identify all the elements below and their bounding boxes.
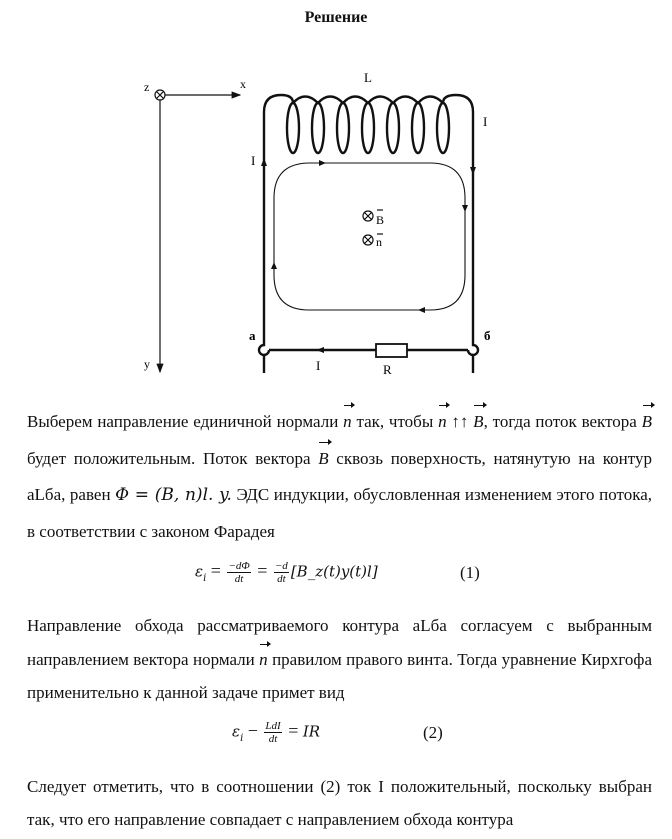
coordinate-axes — [155, 90, 240, 372]
denominator: dt — [268, 733, 278, 745]
resistor — [376, 344, 407, 357]
fraction — [227, 560, 250, 585]
numerator: −dΦ — [228, 560, 250, 572]
emf-symbol: ε — [232, 722, 241, 741]
equals: = — [252, 560, 272, 581]
text: ЭДС индукции, обусловленная изменением этого потока, в соответствии с законом Фарадея — [27, 485, 652, 541]
text: , тогда поток вектора — [483, 412, 642, 431]
vector-B: B — [642, 404, 652, 441]
denominator: dt — [277, 573, 286, 585]
text: правилом правого винта. Тогда уравнение Кирхгофа применительно к данной задаче примет вид — [27, 649, 652, 702]
fraction — [274, 560, 289, 585]
minus: − — [243, 720, 263, 741]
vector-n: n — [343, 404, 352, 441]
text: ↑↑ — [446, 412, 474, 431]
text: так, чтобы — [351, 412, 439, 431]
paragraph-3: Следует отметить, что в соотношении (2) ток I положительный, поскольку выбран так, что его направление совпадает с направлением обхода контура — [27, 777, 652, 829]
subscript: i — [203, 573, 207, 585]
current-bottom-label: I — [316, 358, 321, 373]
subscript: i — [240, 733, 244, 745]
equation-2 — [232, 720, 320, 745]
fraction — [264, 720, 281, 745]
axis-z-label: z — [144, 80, 150, 94]
circulation-loop — [274, 163, 465, 310]
equation-number-1: (1) — [460, 563, 480, 582]
current-right-label: I — [483, 114, 488, 129]
bracket-expression: [B_z(t)y(t)l] — [290, 562, 378, 581]
text: Направление обхода рассматриваемого контура aLба согласуем с выбранным направлением вектора нормали — [27, 616, 652, 669]
text: сквозь поверхность, натянутую на контур aLба, равен — [27, 448, 652, 504]
page-title: Решение — [304, 9, 368, 26]
vector-n: n — [259, 643, 268, 677]
circuit-wires — [259, 95, 478, 373]
node-a-label: а — [249, 328, 256, 343]
axis-x-label: x — [240, 77, 246, 91]
paragraph-2 — [27, 609, 652, 710]
equation-number-2: (2) — [423, 723, 443, 742]
circuit-diagram — [0, 0, 672, 400]
vector-B: B — [473, 404, 483, 441]
numerator: LdI — [265, 720, 281, 732]
text: будет положительным. Поток вектора — [27, 448, 319, 468]
numerator: −d — [274, 560, 288, 572]
current-arrows — [261, 158, 476, 353]
denominator: dt — [234, 573, 244, 585]
text: Выберем направление единичной нормали — [27, 412, 344, 431]
equation-1 — [195, 560, 378, 585]
rhs: IR — [302, 722, 321, 741]
field-B-label: B — [376, 213, 385, 227]
vector-B: B — [318, 441, 328, 478]
emf-symbol: ε — [195, 562, 204, 581]
flux-formula: Φ = (B, n)l. y. — [115, 485, 232, 505]
axis-y-label: y — [144, 357, 150, 371]
paragraph-1 — [27, 404, 652, 550]
equals: = — [283, 720, 303, 741]
equals: = — [206, 560, 226, 581]
current-left-label: I — [251, 153, 256, 168]
inductor-coil — [287, 97, 449, 154]
normal-n-label: n — [376, 235, 382, 249]
vector-n: n — [438, 404, 447, 441]
resistor-label: R — [383, 362, 392, 377]
inductor-label: L — [364, 70, 372, 85]
node-b-label: б — [484, 328, 491, 343]
